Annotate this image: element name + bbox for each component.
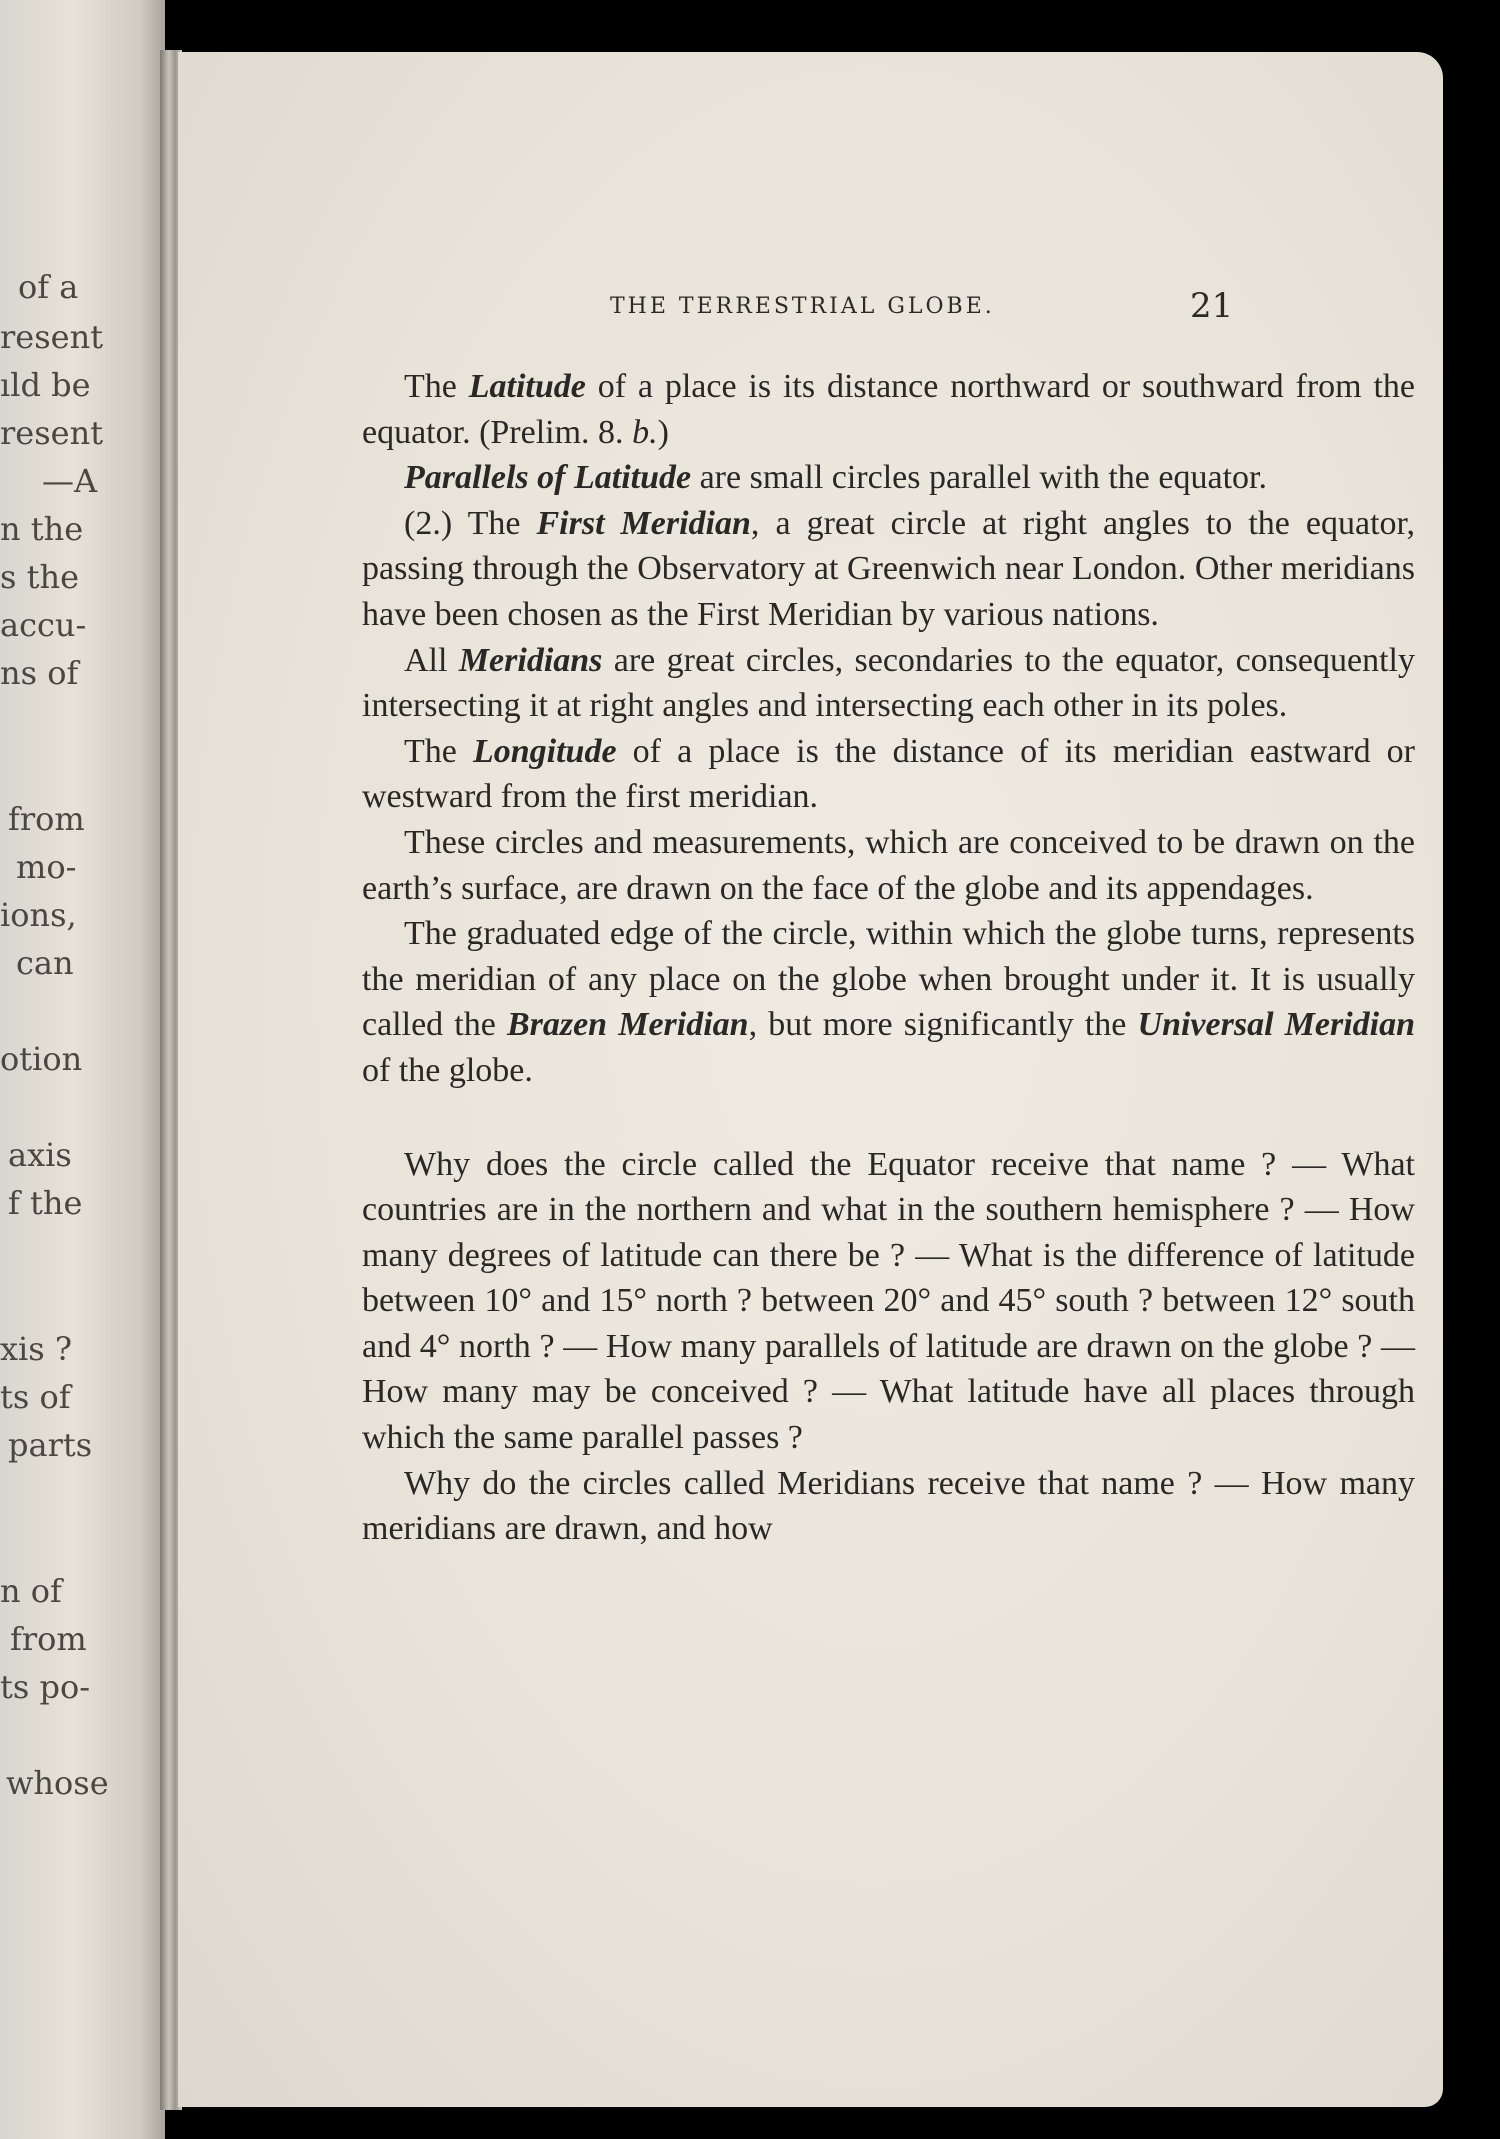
facing-page-fragment: resent [0,414,104,452]
facing-page-fragment: ts of [0,1378,71,1416]
facing-page-fragment: mo- [16,848,77,886]
paragraph-meridians: All Meridians are great circles, secondaries to the equator, consequently intersecting it at right angles and intersecting each other in its poles. [362,641,1415,725]
paragraph-longitude: The Longitude of a place is the distance of its meridian eastward or westward from the first meridian. [362,732,1416,816]
facing-page-fragment: ıld be [0,366,91,404]
facing-page-fragment: parts [8,1426,93,1464]
facing-page-fragment: xis ? [0,1330,73,1368]
facing-page-fragment: otion [0,1040,83,1078]
facing-page-fragment: can [16,944,74,982]
page-number: 21 [1190,286,1234,326]
facing-page-fragment: ts po- [0,1668,91,1706]
facing-page-fragment: n of [0,1572,62,1610]
facing-page-fragment: —A [42,462,98,500]
facing-page-edge [0,0,165,2139]
facing-page-fragment: n the [0,510,84,548]
facing-page-fragment: axis [8,1136,72,1174]
question-paragraph: Why does the circle called the Equator receive that name ? — What countries are in the northern and what in the southern hemisphere ? — How many degrees of latitude can there be ? — What is the difference of latitude between 10° and 15° north ? between 20° and 45° south ? between 12° south and 4° north ? — How many parallels of latitude are drawn on the globe ? — How many may be conceived ? — What latitude have all places through which the same parallel passes ? [362,1145,1415,1457]
paragraph-first-meridian: (2.) The First Meridian, a great circle at right angles to the equator, passing through the Observatory at Greenwich near London. Other meridians have been chosen as the First Meridian by various nations. [362,504,1416,633]
facing-page-fragment: from [10,1620,87,1658]
facing-page-fragment: f the [8,1184,83,1222]
facing-page-fragment: ns of [0,654,79,692]
facing-page-fragment: of a [18,268,79,306]
facing-page-fragment: accu- [0,606,87,644]
paragraph-brazen-meridian: The graduated edge of the circle, within which the globe turns, represents the meridian of any place on the globe when brought under it. It is usually called the Brazen Meridian, but more significantly the Universal Meridian of the globe. [362,915,1415,1089]
question-paragraph: Why do the circles called Meridians receive that name ? — How many meridians are drawn, and how [362,1464,1415,1548]
body-text [362,364,1415,1552]
facing-page-fragment: s the [0,558,79,596]
paragraph-measurements: These circles and measurements, which are conceived to be drawn on the earth’s surface, are drawn on the face of the globe and its appendages. [362,823,1415,907]
paragraph-parallels: Parallels of Latitude are small circles parallel with the equator. [404,459,1267,497]
facing-page-fragment: from [8,800,85,838]
facing-page-fragment: whose [6,1764,109,1802]
page-header [178,286,1443,344]
book-page [178,52,1443,2107]
facing-page-fragment: ions, [0,896,77,934]
review-questions [362,1142,1415,1552]
facing-page-fragment: resent [0,318,104,356]
paragraph-latitude: The Latitude of a place is its distance northward or southward from the equator. (Prelim. 8. b.) [362,368,1415,451]
running-title: THE TERRESTRIAL GLOBE. [610,294,995,319]
